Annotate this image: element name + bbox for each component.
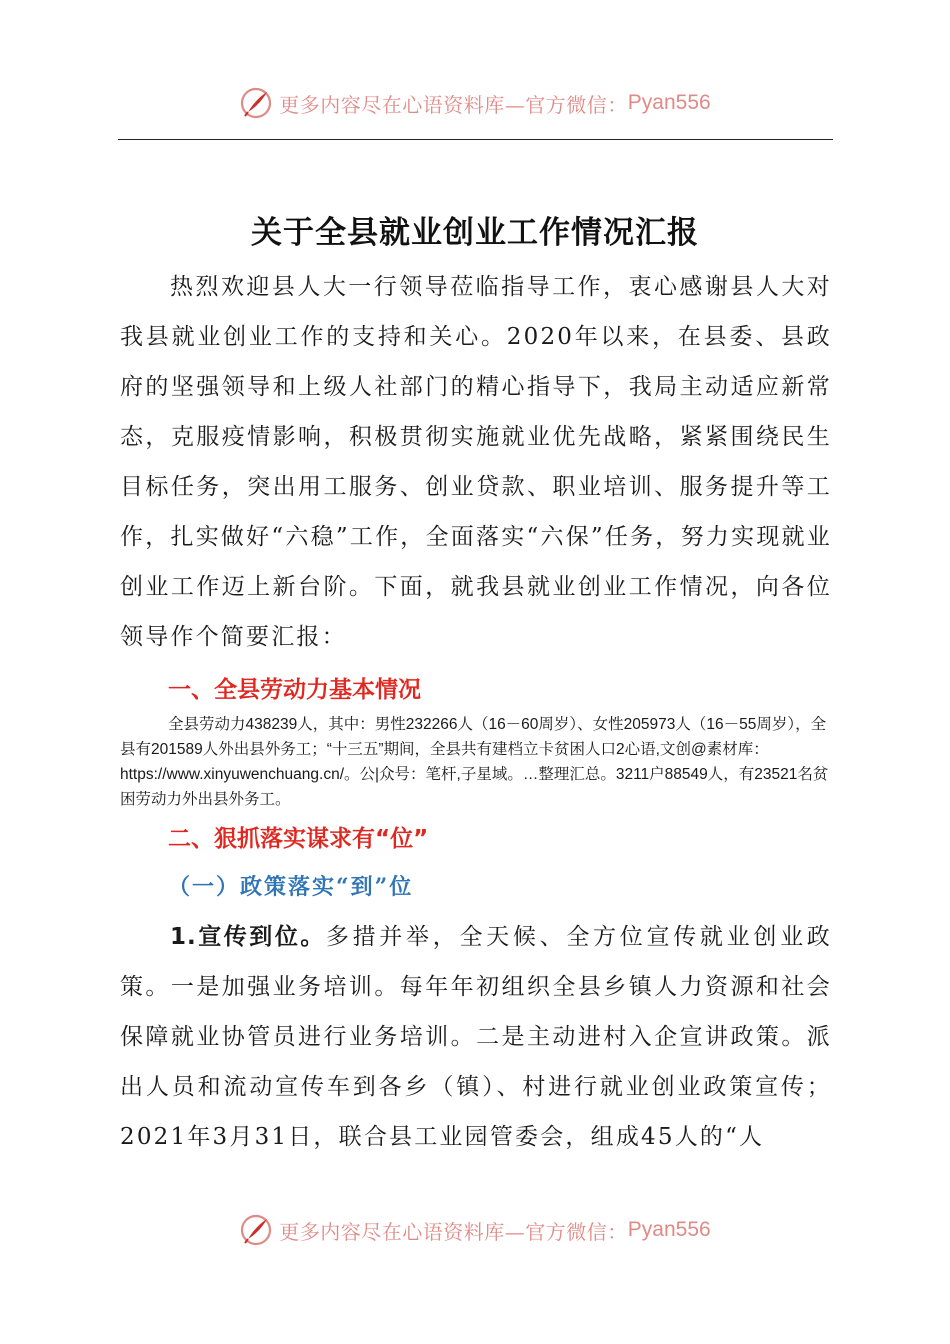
- header-brand-handle: Pyan556: [627, 91, 711, 114]
- header-divider: [118, 139, 833, 140]
- document-title: 关于全县就业创业工作情况汇报: [251, 214, 699, 251]
- subsection1-heading: （一）政策落实“到”位: [168, 874, 414, 900]
- section1-heading: 一、全县劳动力基本情况: [168, 677, 421, 703]
- quill-logo-icon: [239, 86, 273, 120]
- header-brand-text: 更多内容尽在心语资料库—官方微信：: [279, 92, 628, 117]
- intro-paragraph: 热烈欢迎县人大一行领导莅临指导工作，衷心感谢县人大对我县就业创业工作的支持和关心。2020年以来，在县委、县政府的坚强领导和上级人社部门的精心指导下，我局主动适应新常态，克服疫情影响，积极贯彻实施就业优先战略，紧紧围绕民生目标任务，突出用工服务、创业贷款、职业培训、服务提升等工作，扎实做好“六稳”工作，全面落实“六保”任务，努力实现就业创业工作迈上新台阶。下面，就我县就业创业工作情况，向各位领导作个简要汇报：: [120, 274, 832, 650]
- footer-brand-text: 更多内容尽在心语资料库—官方微信：: [279, 1219, 628, 1244]
- item1-body: 多措并举，全天候、全方位宣传就业创业政策。一是加强业务培训。每年年初组织全县乡镇人力资源和社会保障就业协管员进行业务培训。二是主动进村入企宣讲政策。派出人员和流动宣传车到各乡（镇）、村进行就业创业政策宣传；2021年3月31日，联合县工业园管委会，组成45人的“人: [120, 924, 832, 1150]
- footer-watermark: [0, 1205, 950, 1255]
- header-brand: [239, 78, 710, 128]
- section1-body: 全县劳动力438239人，其中：男性232266人（16－60周岁）、女性205973人（16－55周岁），全县有201589人外出县外务工；“十三五”期间，全县共有建档立卡贫困人口2心语,文创@素材库：https://www.xinyuwenchuang.cn/。公|众号：笔杆,子星域。…整理汇总。3211户88549人，有23521名贫困劳动力外出县外务工。: [120, 716, 829, 808]
- footer-brand-handle: Pyan556: [627, 1218, 711, 1241]
- item1-lead: 1.宣传到位。: [170, 924, 326, 950]
- section2-heading: 二、狠抓落实谋求有“位”: [168, 826, 429, 852]
- quill-logo-icon: [239, 1213, 273, 1247]
- item1-paragraph: [120, 912, 832, 1162]
- header-watermark: [0, 78, 950, 128]
- footer-brand: [239, 1205, 710, 1255]
